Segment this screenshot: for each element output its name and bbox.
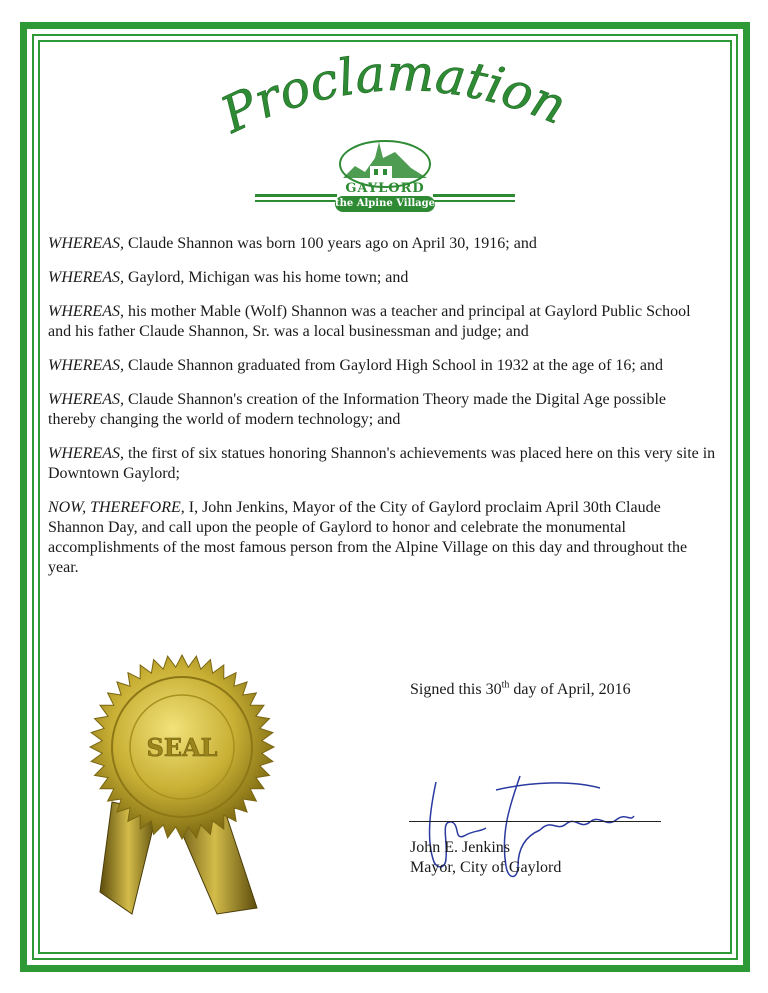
gold-seal — [72, 652, 302, 942]
therefore-clause — [48, 498, 716, 578]
whereas-clause — [48, 268, 716, 288]
signer-title: Mayor, City of Gaylord — [410, 859, 562, 876]
signature-line — [409, 821, 661, 822]
clause-text: Claude Shannon graduated from Gaylord High School in 1932 at the age of 16; and — [123, 357, 663, 374]
clause-lead: WHEREAS, — [48, 235, 124, 252]
logo-name: GAYLORD — [345, 181, 425, 196]
signed-prefix: Signed this 30 — [410, 681, 502, 698]
whereas-clause — [48, 444, 716, 484]
signed-rest: day of April, 2016 — [509, 681, 631, 698]
clause-lead: WHEREAS — [48, 303, 120, 320]
clause-lead: NOW, THEREFORE — [48, 499, 181, 516]
signed-ordinal: th — [501, 679, 510, 691]
seal-text: SEAL — [146, 733, 218, 762]
signer-name: John E. Jenkins — [410, 839, 510, 856]
clause-lead: WHEREAS — [48, 445, 120, 462]
signer-block — [410, 838, 561, 878]
clause-lead: WHEREAS, — [48, 357, 124, 374]
svg-text:Proclamation — [212, 48, 575, 145]
whereas-clause — [48, 234, 716, 254]
clause-text: , I, John Jenkins, Mayor of the City of Gaylord proclaim April 30th Claude Shannon Day, and call upon the people of Gaylord to honor and celebrate the monumental accomplishments of the most famous person from the Alpine Village on this day and throughout the year. — [48, 499, 688, 576]
clause-text: Gaylord, Michigan was his home town; and — [123, 269, 409, 286]
whereas-clause — [48, 302, 716, 342]
signed-date — [410, 680, 631, 700]
clause-text: , his mother Mable (Wolf) Shannon was a teacher and principal at Gaylord Public School and his father Claude Shannon, Sr. was a local businessman and judge; and — [48, 303, 691, 340]
gaylord-logo — [255, 138, 515, 218]
logo-tagline: the Alpine Village — [335, 196, 435, 212]
proclamation-body — [48, 234, 716, 592]
clause-text: Claude Shannon's creation of the Information Theory made the Digital Age possible thereby changing the world of modern technology; and — [48, 391, 666, 428]
clause-lead: WHEREAS, — [48, 391, 124, 408]
whereas-clause — [48, 390, 716, 430]
clause-text: Claude Shannon was born 100 years ago on April 30, 1916; and — [123, 235, 537, 252]
clause-text: , the first of six statues honoring Shannon's achievements was placed here on this very site in Downtown Gaylord; — [48, 445, 716, 482]
clause-lead: WHEREAS, — [48, 269, 124, 286]
whereas-clause — [48, 356, 716, 376]
title-text: Proclamation — [212, 48, 575, 145]
